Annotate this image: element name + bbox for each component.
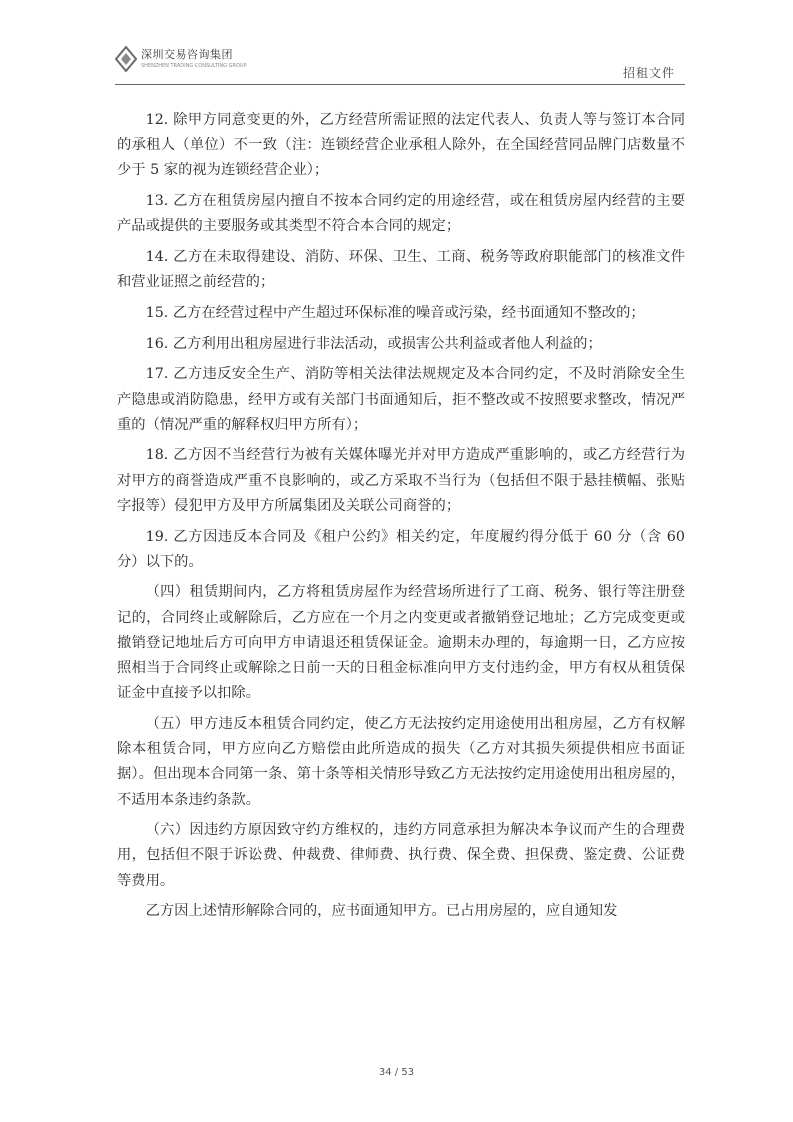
clause-13: 13. 乙方在租赁房屋内擅自不按本合同约定的用途经营，或在租赁房屋内经营的主要产品或提供的主要服务或其类型不符合本合同的规定；	[117, 193, 685, 235]
clause-15: 15. 乙方在经营过程中产生超过环保标准的噪音或污染，经书面通知不整改的；	[145, 304, 645, 321]
section-6-paragraph: （六）因违约方原因致守约方维权的，违约方同意承担为解决本争议而产生的合理费用，包括但不限于诉讼费、仲裁费、律师费、执行费、保全费、担保费、鉴定费、公证费等费用。	[117, 822, 685, 889]
section-5-paragraph: （五）甲方违反本租赁合同约定，使乙方无法按约定用途使用出租房屋，乙方有权解除本租赁合同，甲方应向乙方赔偿由此所造成的损失（乙方对其损失须提供相应书面证据）。但出现本合同第一条、第十条等相关情形导致乙方无法按约定用途使用出租房屋的，不适用本条违约条款。	[117, 715, 685, 808]
clause-14: 14. 乙方在未取得建设、消防、环保、卫生、工商、税务等政府职能部门的核准文件和营业证照之前经营的；	[117, 249, 685, 291]
clause-16: 16. 乙方利用出租房屋进行非法活动，或损害公共利益或者他人利益的；	[145, 335, 602, 352]
clause-19: 19. 乙方因违反本合同及《租户公约》相关约定，年度履约得分低于 60 分（含 60 分）以下的。	[117, 528, 685, 570]
logo-mark-icon	[115, 46, 137, 72]
clause-17: 17. 乙方违反安全生产、消防等相关法律法规规定及本合同约定，不及时消除安全生产隐患或消防隐患，经甲方或有关部门书面通知后，拒不整改或不按照要求整改，情况严重的（情况严重的解释权归甲方所有）；	[117, 366, 685, 433]
clause-18: 18. 乙方因不当经营行为被有关媒体曝光并对甲方造成严重影响的，或乙方经营行为对甲方的商誉造成严重不良影响的，或乙方采取不当行为（包括但不限于悬挂横幅、张贴字报等）侵犯甲方及甲方所属集团及关联公司商誉的；	[117, 447, 685, 514]
closing-paragraph: 乙方因上述情形解除合同的，应书面通知甲方。已占用房屋的，应自通知发	[145, 903, 618, 920]
page-header	[115, 40, 685, 85]
logo-english-name: SHENZHEN TRADING CONSULTING GROUP	[141, 63, 247, 69]
logo-company-name: 深圳交易咨询集团	[141, 48, 233, 61]
company-logo	[115, 44, 255, 80]
document-type-label: 招租文件	[622, 66, 675, 80]
section-4-paragraph: （四）租赁期间内，乙方将租赁房屋作为经营场所进行了工商、税务、银行等注册登记的，合同终止或解除后，乙方应在一个月之内变更或者撤销登记地址；乙方完成变更或撤销登记地址后方可向甲方申请退还租赁保证金。逾期未办理的，每逾期一日，乙方应按照相当于合同终止或解除之日前一天的日租金标准向甲方支付违约金，甲方有权从租赁保证金中直接予以扣除。	[117, 584, 685, 702]
clause-12: 12. 除甲方同意变更的外，乙方经营所需证照的法定代表人、负责人等与签订本合同的承租人（单位）不一致（注：连锁经营企业承租人除外，在全国经营同品牌门店数量不少于 5 家的视为连锁经营企业）；	[117, 112, 685, 179]
document-body	[117, 108, 685, 930]
page-number: 34 / 53	[378, 1067, 415, 1078]
